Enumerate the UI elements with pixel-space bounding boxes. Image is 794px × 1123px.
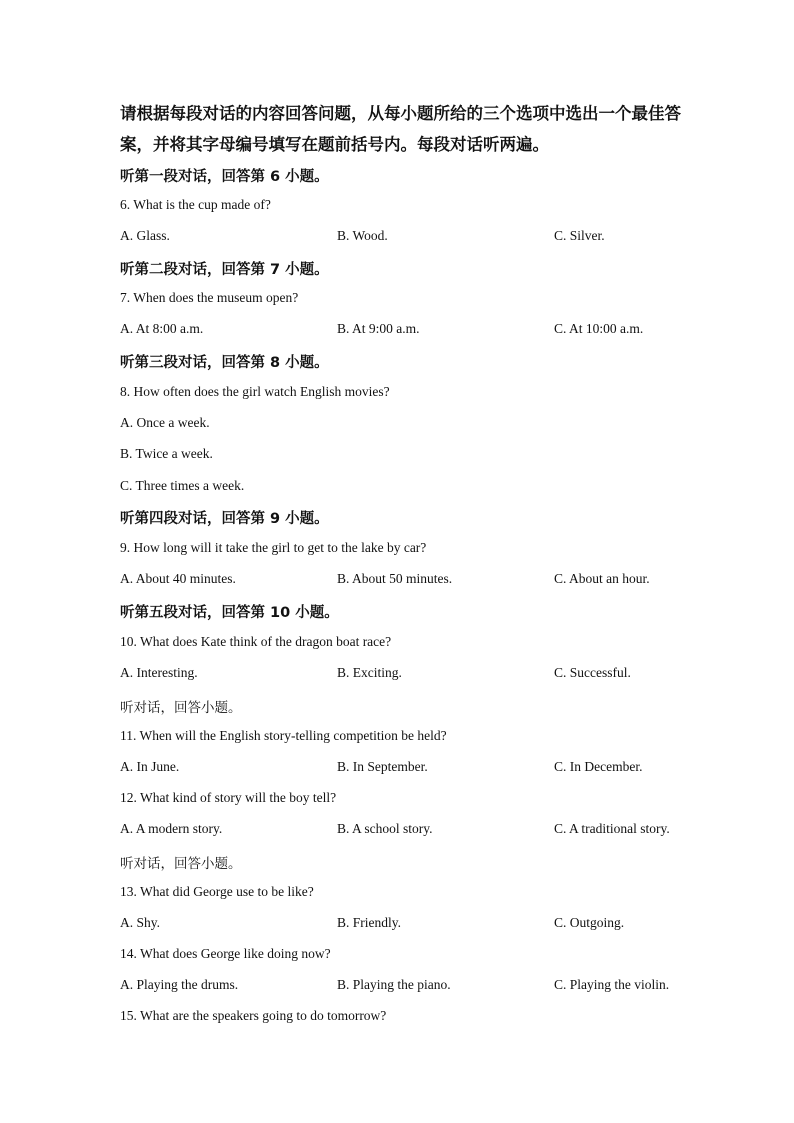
section-heading: 听第二段对话，回答第 7 小题。 — [120, 262, 329, 278]
option-c: C. About an hour. — [554, 571, 650, 586]
section-heading: 听第四段对话，回答第 9 小题。 — [120, 511, 329, 527]
section-heading: 听对话，回答小题。 — [120, 700, 242, 716]
option-b: B. Playing the piano. — [337, 977, 451, 992]
question-text: 7. When does the museum open? — [120, 290, 299, 305]
option-a: A. Interesting. — [120, 665, 198, 680]
question-text: 14. What does George like doing now? — [120, 946, 331, 961]
section-heading: 听第一段对话，回答第 6 小题。 — [120, 169, 329, 185]
option-a: A. Glass. — [120, 228, 170, 243]
question-text: 9. How long will it take the girl to get to the lake by car? — [120, 540, 427, 555]
question-text: 13. What did George use to be like? — [120, 884, 314, 899]
section-heading: 听第五段对话，回答第 10 小题。 — [120, 605, 339, 621]
question-text: 12. What kind of story will the boy tell? — [120, 790, 337, 805]
option-a: A. Shy. — [120, 915, 161, 930]
option-a: A. About 40 minutes. — [120, 571, 236, 586]
option-c: C. In December. — [554, 759, 643, 774]
option-b: B. Wood. — [337, 228, 388, 243]
option-b: B. A school story. — [337, 821, 433, 836]
option-b: B. In September. — [337, 759, 428, 774]
option-a: A. Playing the drums. — [120, 977, 239, 992]
option-a: A. Once a week. — [120, 415, 210, 430]
question-text: 8. How often does the girl watch English movies? — [120, 384, 390, 399]
question-text: 6. What is the cup made of? — [120, 197, 271, 212]
instructions-line-2: 案，并将其字母编号填写在题前括号内。每段对话听两遍。 — [120, 135, 549, 154]
option-b: B. Friendly. — [337, 915, 401, 930]
option-a: A. At 8:00 a.m. — [120, 321, 204, 336]
option-b: B. Twice a week. — [120, 446, 213, 461]
option-b: B. About 50 minutes. — [337, 571, 453, 586]
question-text: 10. What does Kate think of the dragon boat race? — [120, 634, 392, 649]
option-a: A. A modern story. — [120, 821, 223, 836]
option-c: C. Three times a week. — [120, 478, 245, 493]
option-c: C. At 10:00 a.m. — [554, 321, 644, 336]
option-c: C. A traditional story. — [554, 821, 670, 836]
option-c: C. Playing the violin. — [554, 977, 670, 992]
option-c: C. Successful. — [554, 665, 631, 680]
option-b: B. At 9:00 a.m. — [337, 321, 420, 336]
option-a: A. In June. — [120, 759, 180, 774]
section-heading: 听第三段对话，回答第 8 小题。 — [120, 355, 329, 371]
option-c: C. Outgoing. — [554, 915, 625, 930]
instructions-line-1: 请根据每段对话的内容回答问题，从每小题所给的三个选项中选出一个最佳答 — [120, 104, 681, 123]
question-text: 11. When will the English story-telling competition be held? — [120, 728, 447, 743]
question-text: 15. What are the speakers going to do tomorrow? — [120, 1008, 387, 1023]
section-heading: 听对话，回答小题。 — [120, 856, 242, 872]
option-b: B. Exciting. — [337, 665, 402, 680]
option-c: C. Silver. — [554, 228, 605, 243]
